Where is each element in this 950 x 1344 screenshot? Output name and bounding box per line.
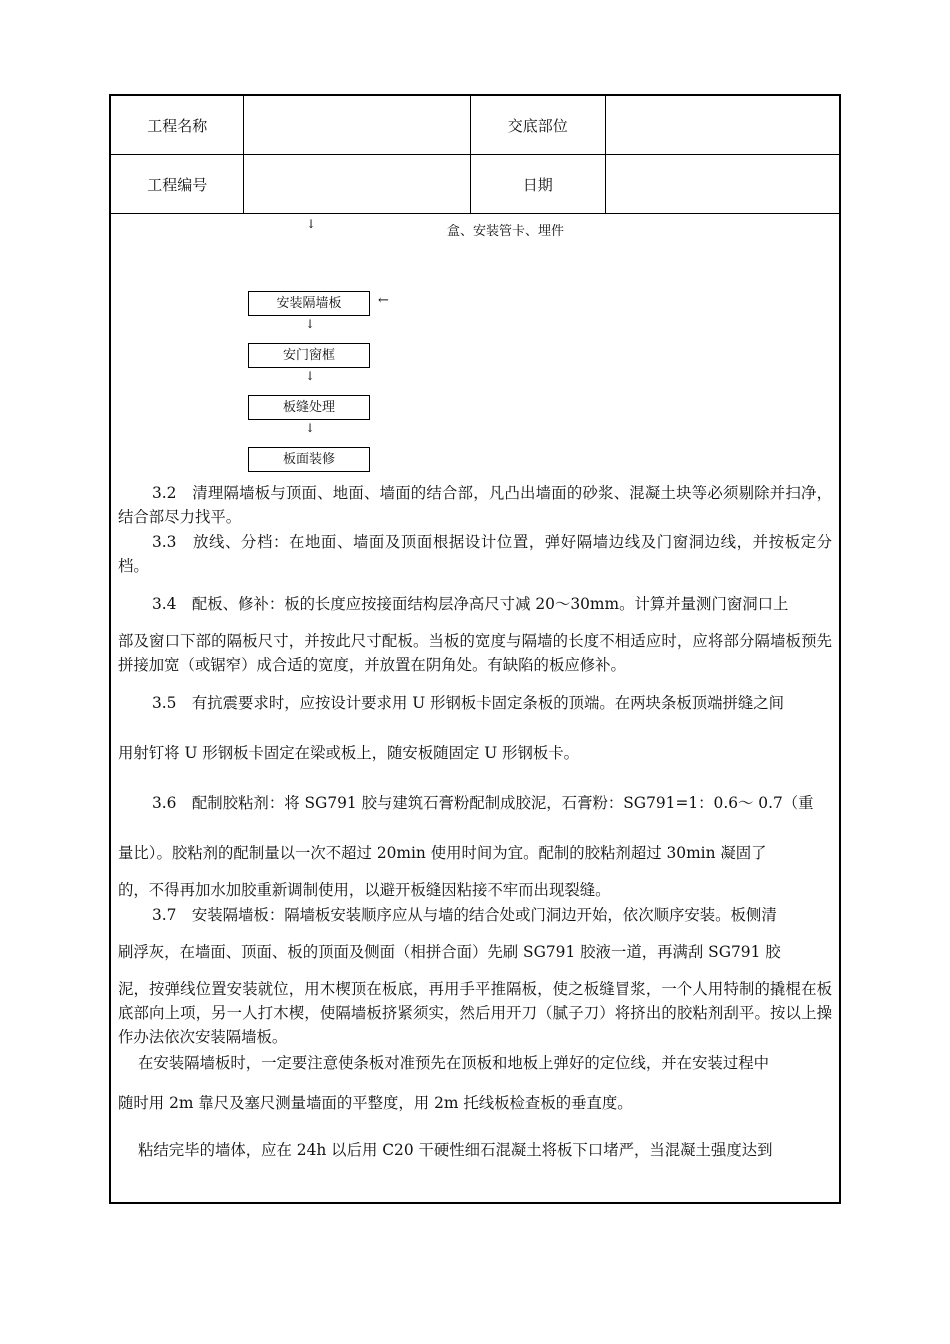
paragraph-3-5-line1: 3.5 有抗震要求时，应按设计要求用 U 形钢板卡固定条板的顶端。在两块条板顶端拼缝之间 — [152, 694, 785, 712]
paragraph-note-line2: 随时用 2m 靠尺及塞尺测量墙面的平整度，用 2m 托线板检查板的垂直度。 — [118, 1094, 633, 1112]
header-table — [111, 96, 839, 214]
project-no-value — [244, 155, 470, 214]
paragraph-3-3: 3.3 放线、分档：在地面、墙面及顶面根据设计位置，弹好隔墙边线及门窗洞边线，并按板定分档。 — [118, 533, 832, 575]
project-name-label: 工程名称 — [111, 96, 244, 155]
paragraph-3-5-cont: 用射钉将 U 形钢板卡固定在梁或板上，随安板随固定 U 形钢板卡。 — [118, 744, 580, 762]
flow-step-joint: 板缝处理 — [248, 395, 370, 420]
paragraph-3-6-line2: 量比）。胶粘剂的配制量以一次不超过 20min 使用时间为宜。配制的胶粘剂超过 30min 凝固了 — [118, 844, 767, 862]
header-row-1 — [111, 96, 839, 155]
paragraph-note-line1: 在安装隔墙板时，一定要注意使条板对准预先在顶板和地板上弹好的定位线，并在安装过程中 — [138, 1054, 770, 1072]
paragraph-3-7-cont: 泥，按弹线位置安装就位，用木楔顶在板底，再用手平推隔板，使之板缝冒浆，一个人用特制的撬棍在板底部向上项，另一人打木楔，使隔墙板挤紧须实，然后用开刀（腻子刀）将挤出的胶粘剂刮平。按以上操作办法依次安装隔墙板。 — [118, 980, 832, 1046]
paragraph-final: 粘结完毕的墙体，应在 24h 以后用 C20 干硬性细石混凝土将板下口堵严，当混凝土强度达到 — [138, 1141, 773, 1159]
down-arrow-icon: ↓ — [305, 369, 316, 383]
paragraph-3-4-line1: 3.4 配板、修补：板的长度应按接面结构层净高尺寸减 20～30mm。计算并量测门窗洞口上 — [152, 595, 789, 613]
flow-top-text: 盒、安装管卡、埋件 — [447, 224, 565, 239]
paragraph-3-7-line2: 刷浮灰，在墙面、顶面、板的顶面及侧面（相拼合面）先刷 SG791 胶液一道，再满刮 SG791 胶 — [118, 943, 781, 961]
date-value — [605, 155, 839, 214]
side-arrow-icon: ← — [378, 293, 389, 308]
paragraph-3-6-line3: 的，不得再加水加胶重新调制使用，以避开板缝因粘接不牢而出现裂缝。 — [118, 881, 611, 899]
paragraph-3-6-line1: 3.6 配制胶粘剂：将 SG791 胶与建筑石膏粉配制成胶泥，石膏粉：SG791=1：0.6～ 0.7（重 — [152, 794, 814, 812]
header-row-2 — [111, 155, 839, 214]
location-label: 交底部位 — [470, 96, 605, 155]
down-arrow-icon: ↓ — [305, 317, 316, 331]
down-arrow-icon: ↓ — [305, 421, 316, 435]
project-name-value — [244, 96, 470, 155]
flow-step-install-panel: 安装隔墙板 — [248, 291, 370, 316]
project-no-label: 工程编号 — [111, 155, 244, 214]
flow-step-finish: 板面装修 — [248, 447, 370, 472]
top-down-arrow: ↓ — [306, 217, 317, 231]
paragraph-3-2: 3.2 清理隔墙板与顶面、地面、墙面的结合部，凡凸出墙面的砂浆、混凝土块等必须剔除并扫净，结合部尽力找平。 — [118, 484, 832, 526]
paragraph-3-7-line1: 3.7 安装隔墙板：隔墙板安装顺序应从与墙的结合处或门洞边开始，依次顺序安装。板侧清 — [152, 906, 777, 924]
paragraph-3-4-cont: 部及窗口下部的隔板尺寸，并按此尺寸配板。当板的宽度与隔墙的长度不相适应时，应将部分隔墙板预先拼接加宽（或锯窄）成合适的宽度，并放置在阴角处。有缺陷的板应修补。 — [118, 632, 832, 674]
date-label: 日期 — [470, 155, 605, 214]
location-value — [605, 96, 839, 155]
flow-step-door-frame: 安门窗框 — [248, 343, 370, 368]
